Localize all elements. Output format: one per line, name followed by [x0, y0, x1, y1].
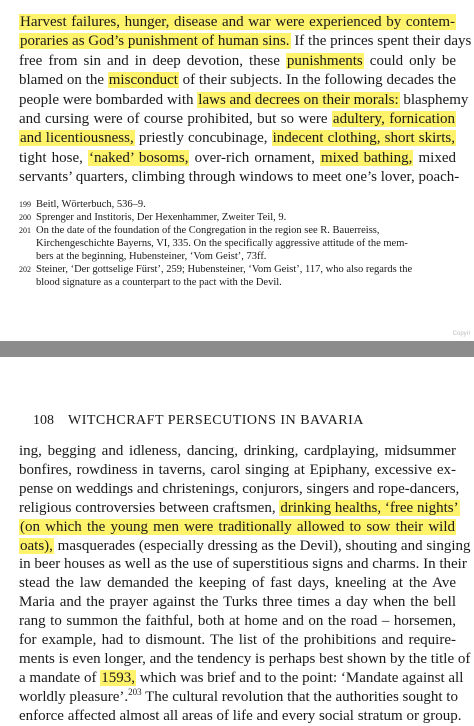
page-divider	[0, 341, 474, 357]
page-number: 108	[33, 413, 54, 428]
highlighted-text: ‘naked’ bosoms,	[89, 149, 189, 166]
text-span: for example, had to dismount. The list of the prohibitions and require-	[19, 632, 456, 648]
footnote-number: 202	[19, 265, 31, 274]
footnote-number: 199	[19, 200, 31, 209]
text-line	[19, 51, 456, 71]
top-page-fragment	[0, 0, 474, 340]
footnote-text: Beitl, Wörterbuch, 536–9.	[36, 199, 146, 210]
text-span: Maria and the prayer against the Turks three times a day when the bell	[19, 594, 456, 611]
highlighted-text: laws and decrees on their morals:	[198, 91, 399, 108]
highlighted-text: poraries as God’s punishment of human sins.	[20, 33, 290, 50]
text-line	[19, 554, 467, 574]
text-span: religious controversies between craftsmen,	[19, 499, 280, 516]
highlighted-text: drinking healths, ‘free nights’	[280, 499, 459, 516]
copyright-mark: Copyri	[452, 331, 470, 337]
footnote-line	[19, 224, 456, 237]
text-line	[19, 668, 464, 688]
text-line	[19, 128, 456, 148]
footnote-ref: 203	[128, 686, 142, 697]
text-line	[19, 630, 456, 650]
text-line	[19, 441, 456, 461]
text-line	[19, 611, 456, 631]
footnote-line	[19, 250, 456, 263]
text-span: over-rich ornament,	[189, 149, 320, 166]
running-header	[33, 413, 364, 429]
text-span: tight hose,	[19, 149, 89, 166]
text-line	[19, 687, 456, 707]
highlighted-text: misconduct	[108, 72, 178, 89]
text-line	[19, 148, 456, 168]
footnote-text: Sprenger and Institoris, Der Hexenhammer, Zweiter Teil, 9.	[36, 212, 287, 223]
text-span: priestly concubinage,	[134, 130, 272, 147]
text-span: worldly pleasure’.	[19, 688, 129, 705]
text-span: rang to summon the faithful, both at home and on the road – horsemen,	[19, 613, 456, 630]
highlighted-text: indecent clothing, short skirts,	[272, 130, 455, 147]
footnote-text: On the date of the foundation of the Congregation in the region see R. Bauerreiss,	[36, 225, 380, 236]
text-span: in beer houses as well as the use of superstitious signs and charms. In their	[19, 556, 467, 573]
text-line	[19, 706, 462, 726]
text-line	[19, 90, 469, 110]
footnote-line	[19, 211, 456, 224]
bottom-page	[0, 357, 474, 722]
footnote-text: blood signature as a counterpart to the pact with the Devil.	[36, 277, 282, 288]
footnote-number: 201	[19, 226, 31, 235]
footnote-text: bers at the beginning, Hubensteiner, ‘Vom Geist’, 73ff.	[36, 251, 267, 262]
text-span: free from sin and in deep devotion, these	[19, 52, 286, 69]
text-span: and cursing were of course prohibited, but so were	[19, 111, 332, 127]
text-line	[19, 592, 456, 612]
text-span: ing, begging and idleness, dancing, drinking, cardplaying, midsummer	[19, 443, 456, 459]
text-span: a mandate of	[19, 669, 101, 686]
text-line	[19, 109, 456, 129]
text-span: If the princes spent their days	[290, 33, 472, 50]
text-span: The cultural revolution that the authorities sought to	[141, 688, 458, 705]
text-span: pense on weddings and christenings, conjurors, singers and rope-dancers,	[19, 480, 460, 497]
text-span: people were bombarded with	[19, 91, 198, 108]
highlighted-text: mixed bathing,	[320, 149, 413, 166]
footnote-line	[19, 198, 456, 211]
text-line	[19, 479, 460, 499]
text-line	[19, 498, 459, 518]
running-header-title: WITCHCRAFT PERSECUTIONS IN BAVARIA	[68, 413, 364, 428]
text-line	[19, 460, 456, 480]
text-span: could only be	[363, 52, 457, 69]
text-span: blasphemy	[399, 91, 469, 108]
highlighted-text: Harvest failures, hunger, disease and war were experienced by contem-	[20, 14, 455, 30]
text-line	[19, 12, 456, 32]
text-line	[19, 536, 471, 556]
highlighted-text: 1593,	[101, 669, 135, 686]
highlighted-text: punishments	[286, 52, 363, 69]
text-line	[19, 573, 456, 593]
text-line	[19, 70, 456, 90]
text-line	[19, 517, 456, 537]
text-span: mixed	[413, 149, 456, 166]
text-span: blamed on the	[19, 72, 108, 89]
footnote-number: 200	[19, 213, 31, 222]
text-span: bonfires, rowdiness in taverns, carol singing at Epiphany, excessive ex-	[19, 461, 456, 478]
text-line	[19, 649, 471, 669]
footnote-text: Steiner, ‘Der gottselige Fürst’, 259; Hubensteiner, ‘Vom Geist’, 117, who also regards the	[36, 264, 413, 275]
footnote-line	[19, 276, 456, 289]
text-span: which was brief and to the point: ‘Mandate against all	[135, 669, 464, 686]
text-line	[19, 31, 472, 51]
highlighted-text: and licentiousness,	[20, 130, 134, 147]
highlighted-text: adultery, fornication	[332, 111, 455, 127]
text-span: ments is even longer, and the tendency is perhaps best shown by the title of	[19, 650, 471, 667]
text-line	[19, 167, 460, 187]
text-span: enforce affected almost all areas of life and every social stratum or group.	[19, 707, 462, 724]
highlighted-text: (on which the young men were traditionally allowed to sow their wild	[20, 518, 455, 535]
footnote-line	[19, 237, 456, 250]
text-span: of their subjects. In the following decades the	[178, 72, 456, 89]
text-span: masquerades (especially dressing as the Devil), shouting and singing	[53, 537, 471, 554]
text-span: servants’ quarters, climbing through windows to meet one’s lover, poach-	[19, 169, 460, 186]
footnote-text: Kirchengeschichte Bayerns, VI, 335. On the specifically aggressive attitude of the mem-	[36, 238, 408, 249]
footnote-line	[19, 263, 456, 276]
text-span: stead the law demanded the keeping of fast days, kneeling at the Ave	[19, 575, 456, 592]
highlighted-text: oats),	[20, 537, 53, 554]
